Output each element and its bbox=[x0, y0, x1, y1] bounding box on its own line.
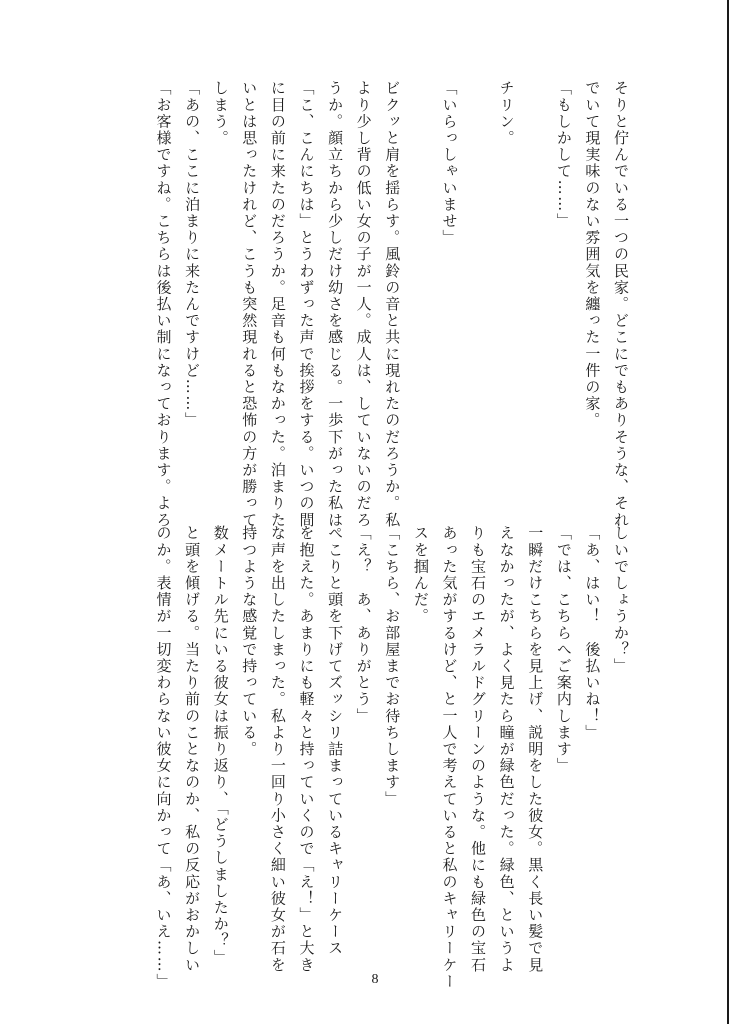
blank-line bbox=[521, 80, 550, 500]
text-line: より少し背の低い女の子が一人。成人は、していないのだろ bbox=[354, 80, 373, 529]
text-line: 「こ、こんにちは」とうわずった声で挨拶をする。いつの間 bbox=[297, 80, 316, 529]
blank-line bbox=[406, 80, 435, 500]
text-line: チリン。 bbox=[497, 80, 516, 147]
text-line: 「お客様ですね。こちらは後払い制になっております。よろ bbox=[154, 80, 173, 529]
page-edge-line bbox=[727, 0, 729, 1024]
text-line: いとは思ったけれど、こうも突然現れると恐怖の方が勝って bbox=[240, 80, 259, 529]
text-line: しいでしょうか？」 bbox=[612, 525, 630, 675]
text-line: 一瞬だけこちらを見上げ、説明をした彼女。黒く長い髪で見 bbox=[526, 525, 545, 974]
text-line: 「いらっしゃいませ」 bbox=[440, 80, 459, 246]
text-line: うか。顔立ちから少しだけ幼さを感じる。一歩下がった私は bbox=[326, 80, 345, 529]
text-line: ぺこりと頭を下げてズッシリ詰まっているキャリーケース bbox=[326, 525, 345, 957]
text-line: と頭を傾げる。当たり前のことなのか、私の反応がおかしい bbox=[183, 525, 202, 974]
text-line: 「え？ あ、ありがとう」 bbox=[354, 525, 373, 725]
blank-line bbox=[463, 80, 492, 500]
text-line: りも宝石のエメラルドグリーンのような。他にも緑色の宝石 bbox=[469, 525, 488, 974]
text-line: のか。表情が一切変わらない彼女に向かって「あ、いえ……」 bbox=[154, 525, 173, 990]
text-line: 「あ、はい！ 後払いね！」 bbox=[583, 525, 602, 741]
text-line: あった気がするけど、と一人で考えていると私のキャリーケー bbox=[440, 525, 459, 990]
page-number: 8 bbox=[371, 972, 379, 987]
text-line: スを掴んだ。 bbox=[411, 525, 430, 625]
text-line: に目の前に来たのだろうか。足音も何もなかった。泊まりた bbox=[268, 80, 287, 529]
text-line: 「こちら、お部屋までお待ちします」 bbox=[383, 525, 402, 808]
text-line: でいて現実味のない雰囲気を纏った一件の家。 bbox=[583, 80, 602, 429]
text-line: 数メートル先にいる彼女は振り返り、「どうしましたか？」 bbox=[211, 525, 230, 966]
text-block-top bbox=[145, 80, 635, 529]
text-line: 「もしかして……」 bbox=[554, 80, 573, 230]
text-line: えなかったが、よく見たら瞳が緑色だった。緑色、というよ bbox=[497, 525, 516, 974]
text-line: 「では、こちらへご案内します」 bbox=[554, 525, 573, 774]
text-line: 「あの、ここに泊まりに来たんですけど……」 bbox=[183, 80, 202, 429]
text-line: な声を出したしまった。私より一回り小さく細い彼女が石を bbox=[268, 525, 287, 974]
text-line: そりと佇んでいる一つの民家。どこにでもありそうな、それ bbox=[612, 80, 630, 529]
text-block-bottom bbox=[145, 525, 635, 990]
text-line: を抱えた。あまりにも軽々と持っていくので「え！」と大き bbox=[297, 525, 316, 974]
text-line: 持つような感覚で持っている。 bbox=[240, 525, 259, 758]
text-line: ビクッと肩を揺らす。風鈴の音と共に現れたのだろうか。私 bbox=[383, 80, 402, 529]
text-line: しまう。 bbox=[211, 80, 230, 147]
